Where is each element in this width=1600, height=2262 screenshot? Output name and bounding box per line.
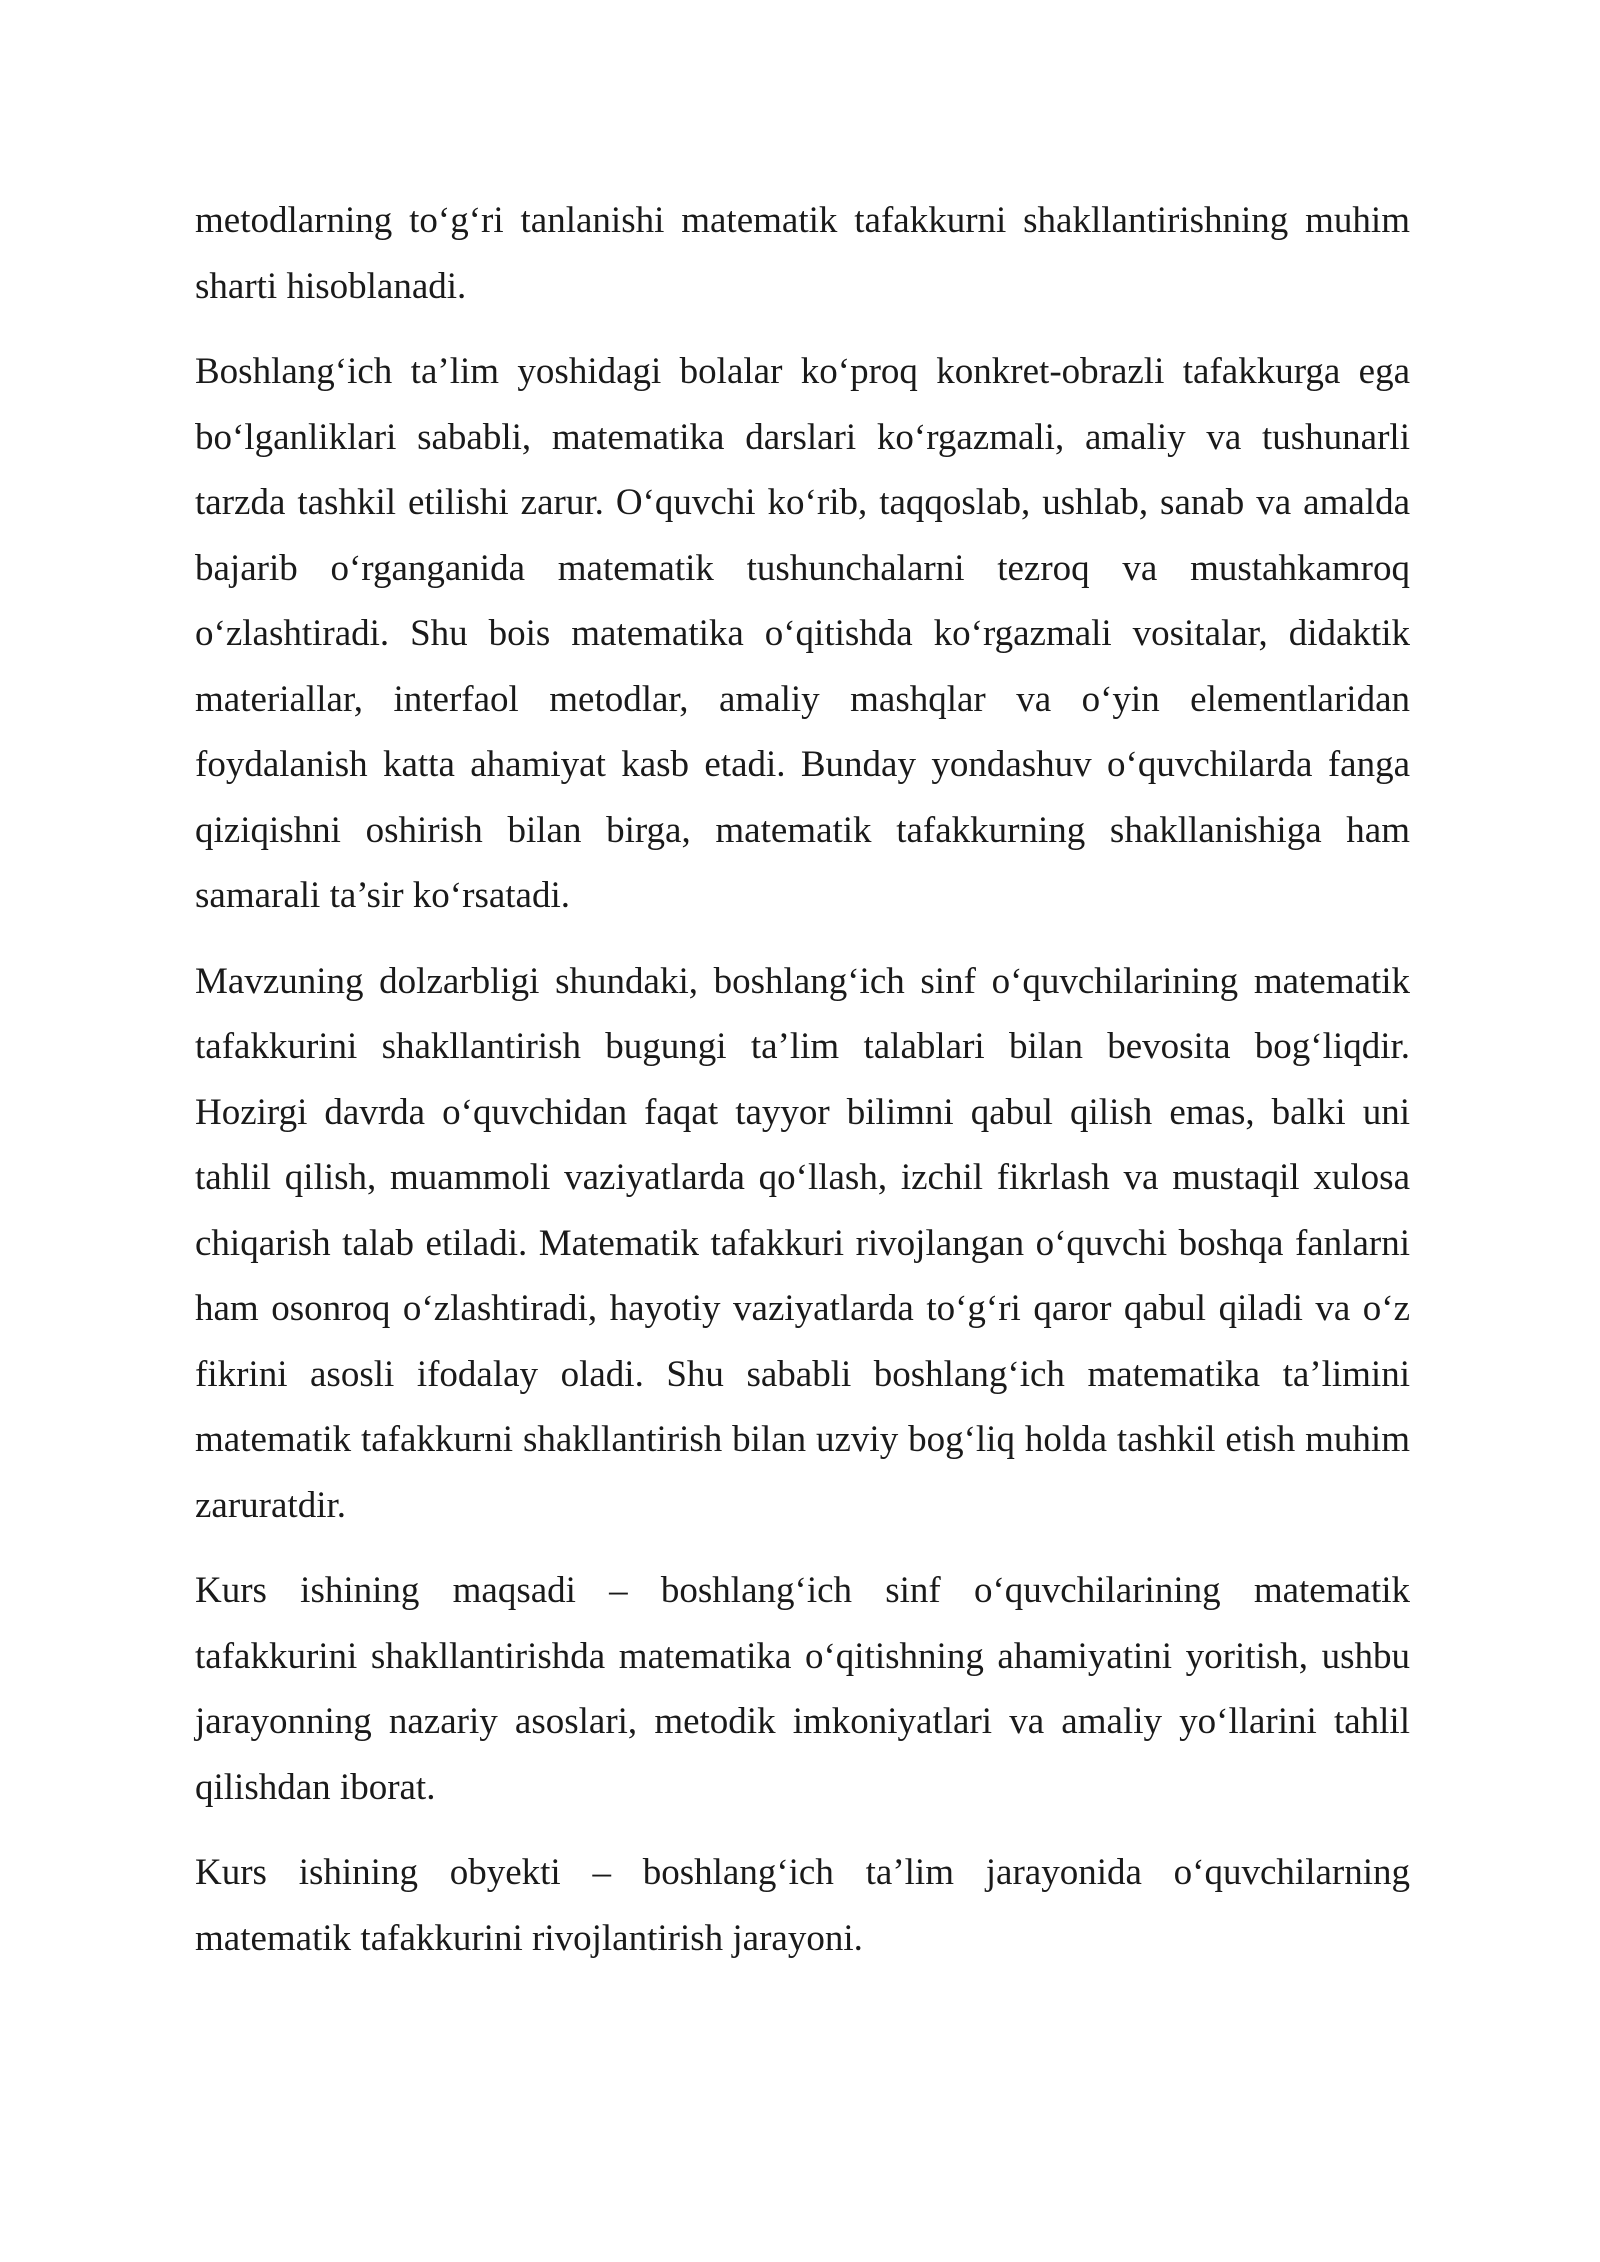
paragraph-concrete-thinking: Boshlang‘ich ta’lim yoshidagi bolalar ko‘proq konkret-obrazli tafakkurga ega bo‘lganliklari sababli, matematika darslari ko‘rgazmali, amaliy va tushunarli tarzda tashkil etilishi zarur. O‘quvchi ko‘rib, taqqoslab, ushlab, sanab va amalda bajarib o‘rganganida matematik tushunchalarni tezroq va mustahkamroq o‘zlashtiradi. Shu bois matematika o‘qitishda ko‘rgazmali vositalar, didaktik materiallar, interfaol metodlar, amaliy mashqlar va o‘yin elementlaridan foydalanish katta ahamiyat kasb etadi. Bunday yondashuv o‘quvchilarda fanga qiziqishni oshirish bilan birga, matematik tafakkurning shakllanishiga ham samarali ta’sir ko‘rsatadi.: [195, 351, 1410, 916]
paragraph-continuation: metodlarning to‘g‘ri tanlanishi matematik tafakkurni shakllantirishning muhim sharti hisoblanadi.: [195, 200, 1410, 307]
paragraph-goal: Kurs ishining maqsadi – boshlang‘ich sinf o‘quvchilarining matematik tafakkurini shakllantirishda matematika o‘qitishning ahamiyatini yoritish, ushbu jarayonning nazariy asoslari, metodik imkoniyatlari va amaliy yo‘llarini tahlil qilishdan iborat.: [195, 1570, 1410, 1808]
body-text: [195, 188, 1410, 1991]
paragraph-object: Kurs ishining obyekti – boshlang‘ich ta’lim jarayonida o‘quvchilarning matematik tafakkurini rivojlantirish jarayoni.: [195, 1852, 1410, 1959]
paragraph-relevance: Mavzuning dolzarbligi shundaki, boshlang‘ich sinf o‘quvchilarining matematik tafakkurini shakllantirish bugungi ta’lim talablari bilan bevosita bog‘liqdir. Hozirgi davrda o‘quvchidan faqat tayyor bilimni qabul qilish emas, balki uni tahlil qilish, muammoli vaziyatlarda qo‘llash, izchil fikrlash va mustaqil xulosa chiqarish talab etiladi. Matematik tafakkuri rivojlangan o‘quvchi boshqa fanlarni ham osonroq o‘zlashtiradi, hayotiy vaziyatlarda to‘g‘ri qaror qabul qiladi va o‘z fikrini asosli ifodalay oladi. Shu sababli boshlang‘ich matematika ta’limini matematik tafakkurni shakllantirish bilan uzviy bog‘liq holda tashkil etish muhim zaruratdir.: [195, 960, 1410, 1526]
